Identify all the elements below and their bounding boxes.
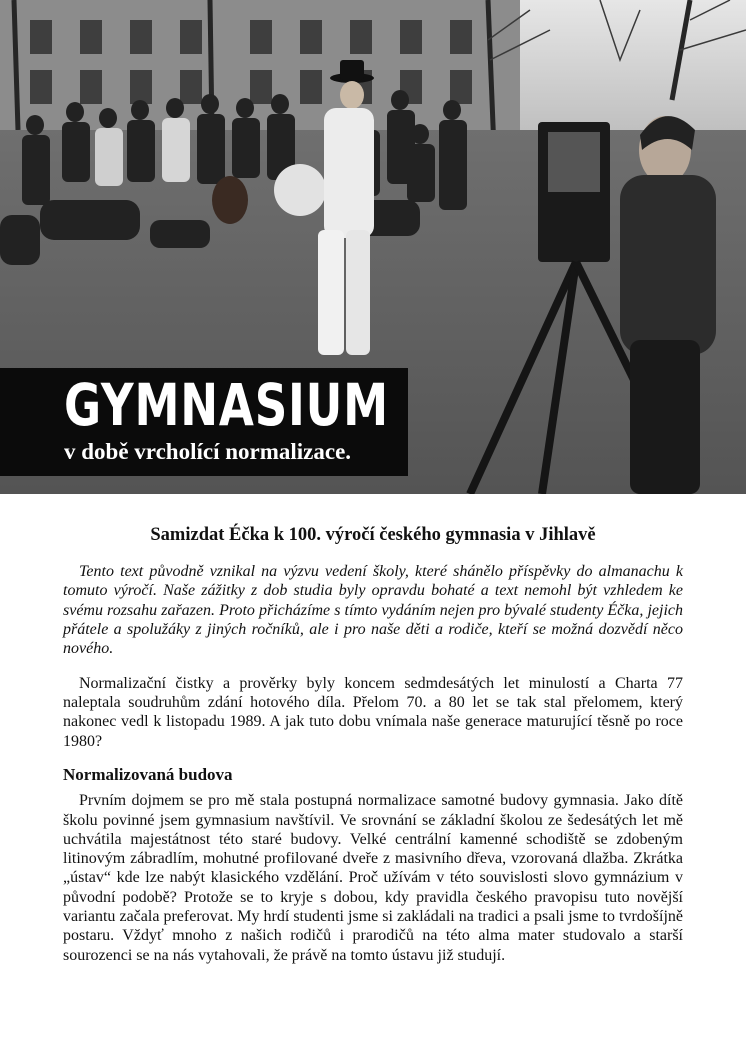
article	[63, 524, 683, 965]
article-headline: Samizdat Éčka k 100. výročí českého gymnasia v Jihlavě	[150, 525, 596, 545]
cover-title: GYMNASIUM	[64, 371, 389, 439]
intro-paragraph: Tento text původně vznikal na výzvu vedení školy, které shánělo příspěvky do almanachu k tomuto výročí. Naše zážitky z dob studia byly opravdu bohaté a text nemohl být vzhledem ke svému rozsahu zařazen. Proto přicházíme s tímto vydáním nejen pro bývalé studenty Éčka, jejich přátele a spolužáky z jiných ročníků, ale i pro naše děti a rodiče, kteří se možná dozvědí něco nového.	[63, 563, 683, 658]
body-paragraph-2: Prvním dojmem se pro mě stala postupná normalizace samotné budovy gymnasia. Jako dítě školu povinné jsem gymnasium navštívil. Ve srovnání se základní školou ze šedesátých let mě uchvátila majestátnost této staré budovy. Velké centrální kamenné schodiště se zdobeným litinovým zábradlím, mohutné profilované dveře z masivního dřeva, vzorovaná dlažba. Zkrátka „ústav“ kde lze nabýt klasického vzdělání. Proč užívám v této souvislosti slovo gymnázium v původní podobě? Protože se to kryje s dobou, kdy pravidla českého pravopisu tuto novější variantu začala preferovat. My hrdí studenti jsme si zakládali na tradici a psali jsme to tvrdošíjně postaru. Vždyť mnoho z našich rodičů i prarodičů na této alma mater studovalo a starší sourozenci se na nás vytahovali, že právě na tomto ústavu již studují.	[63, 792, 683, 964]
cover-subtitle: v době vrcholící normalizace.	[64, 439, 352, 464]
body-paragraph-1: Normalizační čistky a prověrky byly koncem sedmdesátých let minulostí a Charta 77 naleptala soudruhům zdání hotového díla. Přelom 70. a 80 let se tak stal přelomem, který nakonec vedl k listopadu 1989. A jak tuto dobu vnímala naše generace maturující těsně po roce 1980?	[63, 674, 683, 750]
section-heading: Normalizovaná budova	[63, 764, 233, 784]
